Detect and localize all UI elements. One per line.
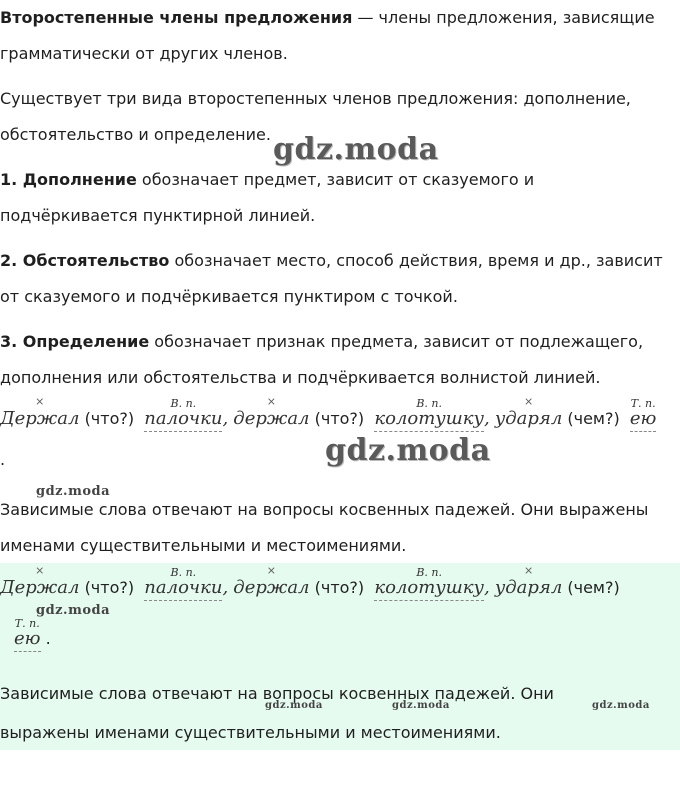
predicate-word: × ударял xyxy=(494,395,563,429)
item-text: обозначает признак предмета, зависит от подлежащего, дополнения или обстоятельства и подчёркивается волнистой линией. xyxy=(0,332,644,387)
item-obstoyatelstvo xyxy=(0,243,672,315)
object-word: В. п. колотушку xyxy=(374,408,484,432)
conclusion-paragraph: Зависимые слова отвечают на вопросы косвенных падежей. Они выражены именами существительными и местоимениями. xyxy=(0,500,649,555)
item-text: обозначает место, способ действия, время и др., зависит от сказуемого и подчёркивается пунктиром с точкой. xyxy=(0,251,663,306)
answer-conclusion-line1: Зависимые слова отвечают на вопросы косвенных падежей. Они xyxy=(0,684,554,703)
item-term: 2. Обстоятельство xyxy=(0,251,170,270)
item-term: 3. Определение xyxy=(0,332,150,351)
predicate-word: × держал xyxy=(233,395,310,429)
watermark-logo: gdz.moda xyxy=(36,484,111,499)
answer-example-sentence: × Держал (что?) В. п. палочки, × держал (что?) В. п. колотушку, × ударял (чем?) xyxy=(0,577,620,601)
question-label: (что?) xyxy=(84,409,135,428)
item-text: обозначает предмет, зависит от сказуемого и подчёркивается пунктирной линией. xyxy=(0,170,535,225)
watermark-logo: gdz.moda xyxy=(273,132,439,167)
example-sentence: × Держал (что?) В. п. палочки, × держал (что?) В. п. колотушку, × ударял (чем?) Т. п. ею xyxy=(0,408,656,432)
item-opredelenie xyxy=(0,324,672,396)
watermark-logo: gdz.moda xyxy=(265,700,323,711)
object-word: Т. п. ею xyxy=(630,408,657,432)
answer-example-continuation: Т. п. ею . xyxy=(14,628,51,652)
answer-conclusion-line2: выражены именами существительными и местоимениями. xyxy=(0,723,501,742)
definition-term: Второстепенные члены предложения xyxy=(0,8,353,27)
item-term: 1. Дополнение xyxy=(0,170,137,189)
types-paragraph: Существует три вида второстепенных членов предложения: дополнение, обстоятельство и определение. xyxy=(0,89,631,144)
definition-text: — члены предложения, зависящие грамматически от других членов. xyxy=(0,8,655,63)
example-end-dot: . xyxy=(0,450,6,469)
watermark-logo: gdz.moda xyxy=(325,433,491,468)
predicate-mark: × xyxy=(35,395,45,408)
predicate-word: × Держал xyxy=(0,395,80,429)
item-dopolnenie xyxy=(0,162,672,234)
question-label: (что?) xyxy=(314,409,365,428)
question-label: (чем?) xyxy=(567,409,620,428)
object-word: В. п. палочки xyxy=(144,408,222,432)
watermark-logo: gdz.moda xyxy=(392,700,450,711)
watermark-logo: gdz.moda xyxy=(592,700,650,711)
watermark-logo: gdz.moda xyxy=(36,603,111,618)
definition-paragraph xyxy=(0,0,672,72)
